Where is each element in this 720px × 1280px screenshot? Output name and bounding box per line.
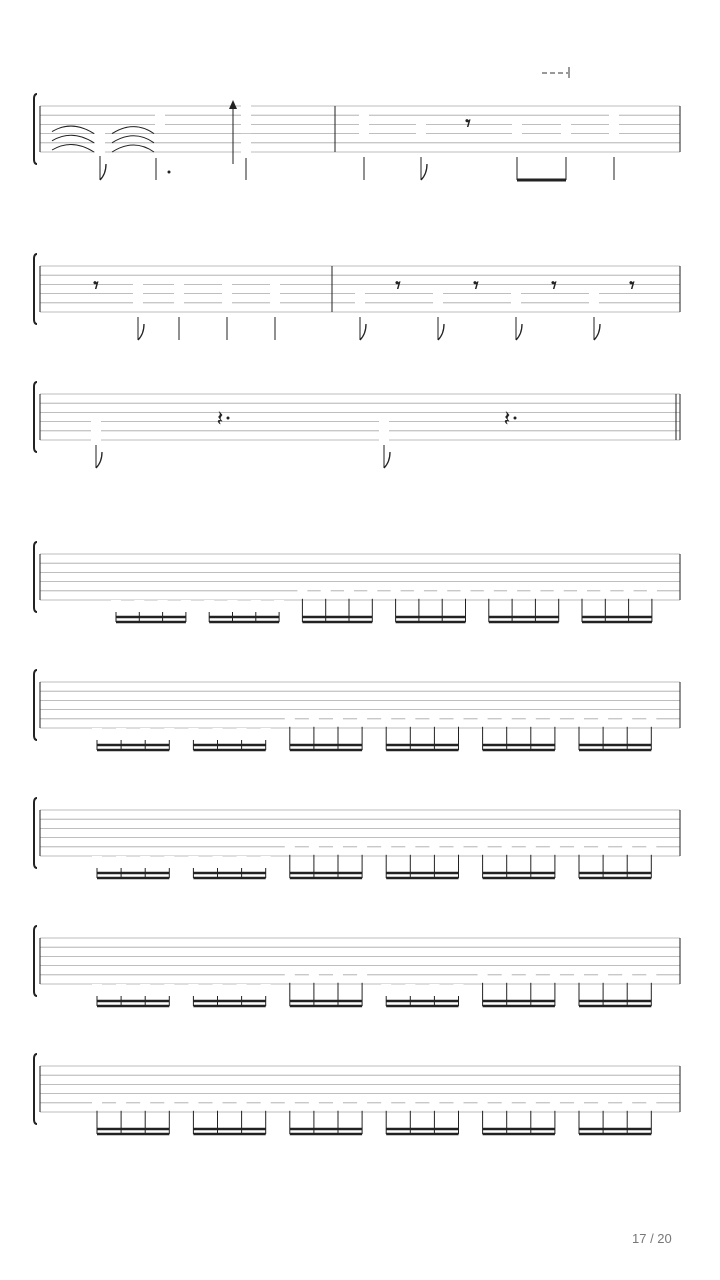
fret-bg bbox=[622, 971, 632, 981]
fret-bg bbox=[241, 123, 251, 133]
fret-bg bbox=[174, 290, 184, 300]
fret-bg bbox=[188, 1099, 198, 1109]
fret-bg bbox=[381, 715, 391, 725]
tie-arc bbox=[52, 144, 94, 152]
fret-bg bbox=[92, 728, 102, 738]
fret-bg bbox=[359, 111, 369, 121]
fret-bg bbox=[133, 280, 143, 290]
fret-bg bbox=[381, 984, 391, 994]
fret-bg bbox=[598, 1099, 608, 1109]
note-flag bbox=[384, 452, 390, 468]
fret-bg bbox=[437, 587, 447, 597]
fret-bg bbox=[241, 134, 251, 144]
fret-bg bbox=[188, 984, 198, 994]
fret-bg bbox=[478, 971, 488, 981]
fret-bg bbox=[647, 587, 657, 597]
fret-bg bbox=[598, 715, 608, 725]
fret-bg bbox=[237, 984, 247, 994]
page-number: 17 / 20 bbox=[632, 1231, 672, 1246]
fret-bg bbox=[622, 715, 632, 725]
fret-bg bbox=[188, 728, 198, 738]
fret-bg bbox=[416, 120, 426, 130]
fret-bg bbox=[333, 715, 343, 725]
system-bracket bbox=[34, 254, 37, 324]
fret-bg bbox=[204, 600, 214, 610]
fret-bg bbox=[429, 843, 439, 853]
fret-bg bbox=[454, 715, 464, 725]
fret-bg bbox=[241, 101, 251, 111]
fret-bg bbox=[164, 856, 174, 866]
fret-bg bbox=[116, 984, 126, 994]
fret-bg bbox=[261, 984, 271, 994]
fret-bg bbox=[561, 130, 571, 140]
fret-bg bbox=[589, 290, 599, 300]
fret-bg bbox=[405, 843, 415, 853]
fret-bg bbox=[116, 856, 126, 866]
fret-bg bbox=[598, 843, 608, 853]
fret-bg bbox=[222, 290, 232, 300]
tab-system bbox=[34, 798, 680, 878]
fret-bg bbox=[237, 728, 247, 738]
note-flag bbox=[438, 324, 444, 340]
fret-bg bbox=[574, 971, 584, 981]
fret-bg bbox=[140, 856, 150, 866]
fret-bg bbox=[598, 971, 608, 981]
eighth-rest: 𝄾 bbox=[395, 273, 401, 297]
fret-bg bbox=[357, 843, 367, 853]
system-bracket bbox=[34, 94, 37, 164]
fret-bg bbox=[379, 418, 389, 428]
fret-bg bbox=[91, 418, 101, 428]
fret-bg bbox=[405, 984, 415, 994]
fret-bg bbox=[309, 971, 319, 981]
fret-bg bbox=[285, 1099, 295, 1109]
fret-bg bbox=[357, 715, 367, 725]
fret-bg bbox=[391, 587, 401, 597]
fret-bg bbox=[241, 112, 251, 122]
fret-bg bbox=[478, 843, 488, 853]
fret-bg bbox=[95, 139, 105, 149]
fret-bg bbox=[646, 971, 656, 981]
fret-bg bbox=[624, 587, 634, 597]
eighth-rest: 𝄾 bbox=[473, 273, 479, 297]
fret-bg bbox=[646, 715, 656, 725]
fret-bg bbox=[512, 120, 522, 130]
fret-bg bbox=[502, 1099, 512, 1109]
fret-bg bbox=[174, 299, 184, 309]
quarter-rest: 𝄽 bbox=[216, 407, 224, 432]
system-bracket bbox=[34, 798, 37, 868]
tab-system bbox=[34, 1054, 680, 1134]
fret-bg bbox=[381, 843, 391, 853]
fret-bg bbox=[574, 715, 584, 725]
fret-bg bbox=[416, 130, 426, 140]
fret-bg bbox=[297, 587, 307, 597]
fret-bg bbox=[92, 1099, 102, 1109]
fret-bg bbox=[511, 290, 521, 300]
fret-bg bbox=[270, 290, 280, 300]
fret-bg bbox=[91, 436, 101, 446]
fret-bg bbox=[461, 587, 471, 597]
fret-bg bbox=[174, 280, 184, 290]
fret-bg bbox=[550, 971, 560, 981]
fret-bg bbox=[134, 600, 144, 610]
eighth-rest: 𝄾 bbox=[629, 273, 635, 297]
fret-bg bbox=[285, 843, 295, 853]
eighth-rest: 𝄾 bbox=[93, 273, 99, 297]
fret-bg bbox=[577, 587, 587, 597]
fret-bg bbox=[270, 280, 280, 290]
tab-system bbox=[34, 67, 680, 180]
fret-bg bbox=[92, 856, 102, 866]
system-bracket bbox=[34, 382, 37, 452]
note-flag bbox=[594, 324, 600, 340]
fret-bg bbox=[405, 715, 415, 725]
fret-bg bbox=[213, 984, 223, 994]
fret-bg bbox=[251, 600, 261, 610]
tab-system bbox=[34, 382, 680, 468]
fret-bg bbox=[158, 600, 168, 610]
fret-bg bbox=[512, 130, 522, 140]
tie-arc bbox=[112, 127, 154, 134]
fret-bg bbox=[433, 299, 443, 309]
fret-bg bbox=[355, 290, 365, 300]
fret-bg bbox=[478, 1099, 488, 1109]
fret-bg bbox=[554, 587, 564, 597]
fret-bg bbox=[155, 111, 165, 121]
tie-arc bbox=[112, 136, 154, 143]
fret-bg bbox=[155, 120, 165, 130]
fret-bg bbox=[213, 728, 223, 738]
fret-bg bbox=[484, 587, 494, 597]
tie-arc bbox=[52, 126, 94, 134]
eighth-rest: 𝄾 bbox=[551, 273, 557, 297]
fret-bg bbox=[550, 843, 560, 853]
fret-bg bbox=[241, 146, 251, 156]
fret-bg bbox=[405, 1099, 415, 1109]
note-flag bbox=[96, 452, 102, 468]
fret-bg bbox=[274, 600, 284, 610]
fret-bg bbox=[609, 130, 619, 140]
fret-bg bbox=[92, 984, 102, 994]
fret-bg bbox=[228, 600, 238, 610]
tab-system bbox=[34, 254, 680, 340]
fret-bg bbox=[222, 280, 232, 290]
fret-bg bbox=[379, 427, 389, 437]
fret-bg bbox=[188, 856, 198, 866]
fret-bg bbox=[502, 715, 512, 725]
fret-bg bbox=[526, 971, 536, 981]
fret-bg bbox=[285, 971, 295, 981]
fret-bg bbox=[454, 1099, 464, 1109]
system-bracket bbox=[34, 670, 37, 740]
note-flag bbox=[100, 164, 106, 180]
fret-bg bbox=[357, 1099, 367, 1109]
fret-bg bbox=[550, 1099, 560, 1109]
fret-bg bbox=[261, 1099, 271, 1109]
fret-bg bbox=[321, 587, 331, 597]
note-flag bbox=[421, 164, 427, 180]
fret-bg bbox=[309, 843, 319, 853]
fret-bg bbox=[379, 436, 389, 446]
quarter-rest: 𝄽 bbox=[503, 407, 511, 432]
fret-bg bbox=[574, 843, 584, 853]
fret-bg bbox=[433, 290, 443, 300]
fret-bg bbox=[589, 299, 599, 309]
fret-bg bbox=[164, 1099, 174, 1109]
fret-bg bbox=[140, 1099, 150, 1109]
fret-bg bbox=[237, 1099, 247, 1109]
fret-bg bbox=[95, 130, 105, 140]
fret-bg bbox=[414, 587, 424, 597]
fret-bg bbox=[344, 587, 354, 597]
strum-arrow-up bbox=[229, 100, 237, 109]
fret-bg bbox=[526, 843, 536, 853]
dot bbox=[514, 417, 517, 420]
fret-bg bbox=[381, 1099, 391, 1109]
dot bbox=[227, 417, 230, 420]
fret-bg bbox=[285, 715, 295, 725]
fret-bg bbox=[530, 587, 540, 597]
fret-bg bbox=[502, 843, 512, 853]
fret-bg bbox=[622, 843, 632, 853]
tie-arc bbox=[52, 135, 94, 143]
fret-bg bbox=[646, 843, 656, 853]
fret-bg bbox=[261, 728, 271, 738]
fret-bg bbox=[270, 299, 280, 309]
fret-bg bbox=[213, 1099, 223, 1109]
fret-bg bbox=[111, 600, 121, 610]
fret-bg bbox=[309, 715, 319, 725]
fret-bg bbox=[213, 856, 223, 866]
fret-bg bbox=[333, 1099, 343, 1109]
fret-bg bbox=[261, 856, 271, 866]
fret-bg bbox=[355, 299, 365, 309]
fret-bg bbox=[622, 1099, 632, 1109]
fret-bg bbox=[181, 600, 191, 610]
fret-bg bbox=[91, 427, 101, 437]
fret-bg bbox=[507, 587, 517, 597]
fret-bg bbox=[164, 728, 174, 738]
note-flag bbox=[516, 324, 522, 340]
fret-bg bbox=[526, 1099, 536, 1109]
fret-bg bbox=[164, 984, 174, 994]
fret-bg bbox=[116, 1099, 126, 1109]
fret-bg bbox=[359, 120, 369, 130]
fret-bg bbox=[600, 587, 610, 597]
note-flag bbox=[138, 324, 144, 340]
fret-bg bbox=[222, 299, 232, 309]
system-bracket bbox=[34, 1054, 37, 1124]
fret-bg bbox=[609, 120, 619, 130]
tab-system bbox=[34, 670, 680, 750]
fret-bg bbox=[116, 728, 126, 738]
fret-bg bbox=[333, 971, 343, 981]
tab-system bbox=[34, 926, 680, 1006]
fret-bg bbox=[429, 984, 439, 994]
fret-bg bbox=[133, 299, 143, 309]
note-flag bbox=[360, 324, 366, 340]
fret-bg bbox=[574, 1099, 584, 1109]
fret-bg bbox=[333, 843, 343, 853]
fret-bg bbox=[511, 299, 521, 309]
fret-bg bbox=[478, 715, 488, 725]
fret-bg bbox=[454, 843, 464, 853]
system-bracket bbox=[34, 542, 37, 612]
fret-bg bbox=[357, 971, 367, 981]
fret-bg bbox=[133, 290, 143, 300]
fret-bg bbox=[561, 120, 571, 130]
fret-bg bbox=[646, 1099, 656, 1109]
fret-bg bbox=[526, 715, 536, 725]
fret-bg bbox=[454, 984, 464, 994]
fret-bg bbox=[502, 971, 512, 981]
fret-bg bbox=[140, 984, 150, 994]
fret-bg bbox=[359, 130, 369, 140]
tab-system bbox=[34, 542, 680, 622]
dot bbox=[168, 171, 171, 174]
fret-bg bbox=[140, 728, 150, 738]
fret-bg bbox=[429, 1099, 439, 1109]
system-bracket bbox=[34, 926, 37, 996]
fret-bg bbox=[237, 856, 247, 866]
fret-bg bbox=[309, 1099, 319, 1109]
eighth-rest: 𝄾 bbox=[465, 111, 471, 135]
fret-bg bbox=[429, 715, 439, 725]
fret-bg bbox=[609, 111, 619, 121]
tie-arc bbox=[112, 145, 154, 152]
fret-bg bbox=[367, 587, 377, 597]
fret-bg bbox=[550, 715, 560, 725]
